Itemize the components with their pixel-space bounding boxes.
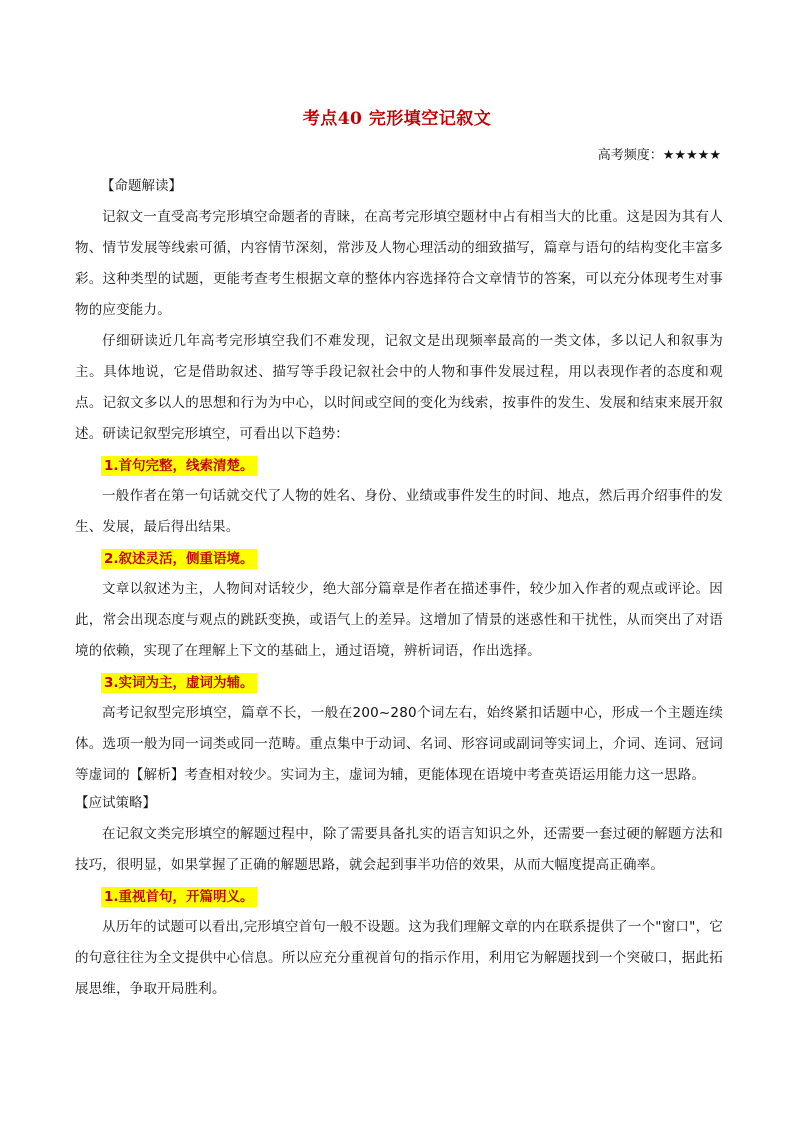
- trend-heading-3: [75, 668, 723, 696]
- paragraph-4: 文章以叙述为主，人物间对话较少，绝大部分篇章是作者在描述事件，较少加入作者的观点或评论。因此，常会出现态度与观点的跳跃变换，或语气上的差异。这增加了情景的迷惑性和干扰性，从而突出了对语境的依赖，实现了在理解上下文的基础上，通过语境，辨析词语，作出选择。: [75, 581, 723, 659]
- document-body: [75, 174, 723, 1005]
- paragraph-7: 从历年的试题可以看出,完形填空首句一般不设题。这为我们理解文章的内在联系提供了一个"窗口"，它的句意往往为全文提供中心信息。所以应充分重视首句的指示作用，利用它为解题找到一个突破口，据此拓展思维，争取开局胜利。: [75, 919, 723, 997]
- exam-frequency: 高考频度：★★★★★: [597, 148, 721, 163]
- paragraph-6: 在记叙文类完形填空的解题过程中，除了需要具备扎实的语言知识之外，还需要一套过硬的解题方法和技巧，很明显，如果掌握了正确的解题思路，就会起到事半功倍的效果，从而大幅度提高正确率。: [75, 826, 723, 873]
- highlight-text: 1.首句完整，线索清楚。: [101, 456, 257, 476]
- strategy-heading-1: [75, 882, 723, 910]
- highlight-text: 3.实词为主，虚词为辅。: [101, 673, 257, 693]
- trend-heading-1: [75, 451, 723, 479]
- paragraph-2: 仔细研读近几年高考完形填空我们不难发现，记叙文是出现频率最高的一类文体，多以记人和叙事为主。具体地说，它是借助叙述、描写等手段记叙社会中的人物和事件发展过程，用以表现作者的态度和观点。记叙文多以人的思想和行为为中心，以时间或空间的变化为线索，按事件的发生、发展和结束来展开叙述。研读记叙型完形填空，可看出以下趋势：: [75, 333, 723, 442]
- trend-heading-2: [75, 544, 723, 572]
- highlight-text: 2.叙述灵活，侧重语境。: [101, 549, 257, 569]
- paragraph-1: 记叙文一直受高考完形填空命题者的青睐，在高考完形填空题材中占有相当大的比重。这是因为其有人物、情节发展等线索可循，内容情节深刻，常涉及人物心理活动的细致描写，篇章与语句的结构变化丰富多彩。这种类型的试题，更能考查考生根据文章的整体内容选择符合文章情节的答案，可以充分体现考生对事物的应变能力。: [75, 209, 723, 318]
- section-heading-strategy: 【应试策略】: [75, 795, 156, 811]
- section-heading-interpretation: 【命题解读】: [101, 178, 182, 194]
- highlight-text: 1.重视首句，开篇明义。: [101, 887, 257, 907]
- paragraph-5: 高考记叙型完形填空，篇章不长，一般在200~280个词左右，始终紧扣话题中心，形成一个主题连续体。选项一般为同一词类或同一范畴。重点集中于动词、名词、形容词或副词等实词上，介词、连词、冠词等虚词的【解析】考查相对较少。实词为主，虚词为辅，更能体现在语境中考查英语运用能力这一思路。: [75, 705, 723, 783]
- paragraph-3: 一般作者在第一句话就交代了人物的姓名、身份、业绩或事件发生的时间、地点，然后再介绍事件的发生、发展，最后得出结果。: [75, 488, 723, 535]
- document-title: 考点40 完形填空记叙文: [302, 109, 492, 129]
